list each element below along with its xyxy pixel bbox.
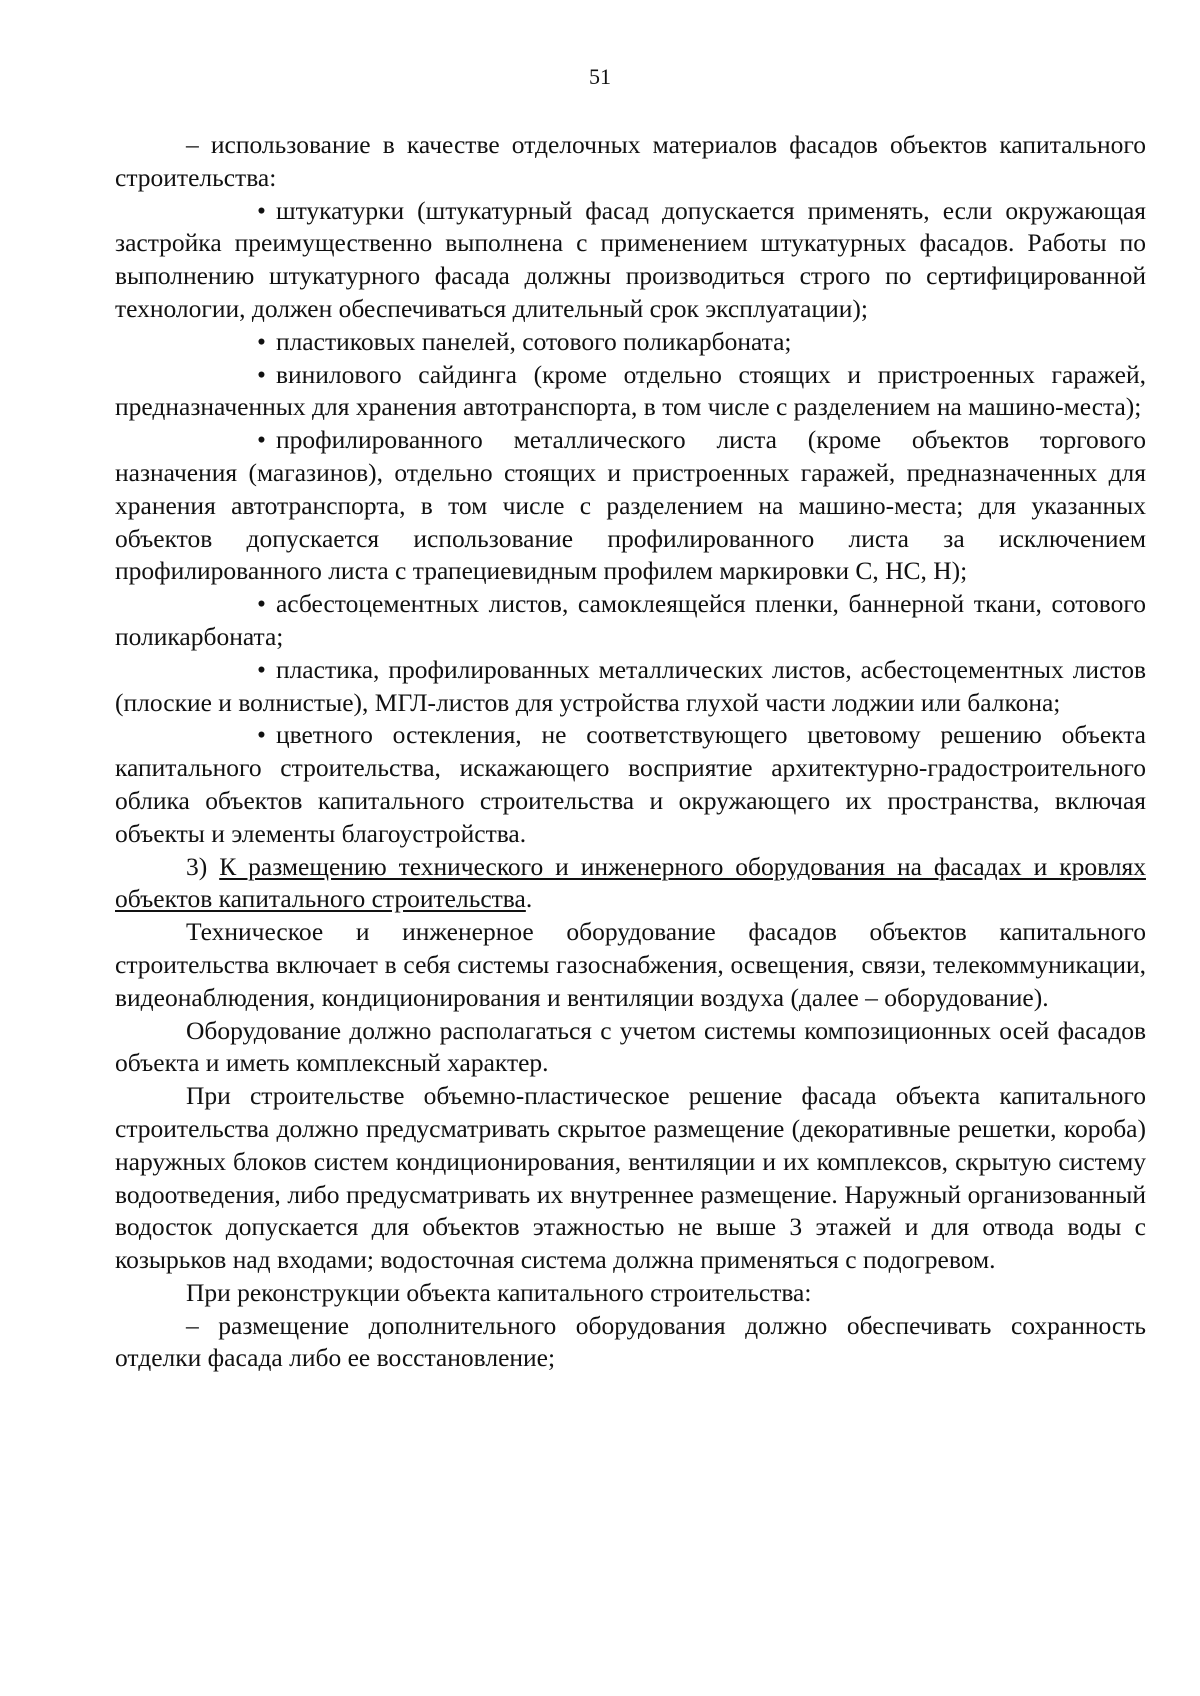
paragraph-text: Оборудование должно располагаться с учетом системы композиционных осей фасадов объекта и иметь комплексный характер. bbox=[115, 1015, 1146, 1078]
bullet-icon: • bbox=[257, 720, 266, 750]
bullet-icon: • bbox=[257, 654, 266, 684]
section-heading-equipment bbox=[115, 851, 1146, 917]
paragraph-reconstruction-intro bbox=[115, 1277, 1146, 1310]
section-title-period: . bbox=[525, 884, 533, 914]
bullet-icon: • bbox=[257, 326, 266, 356]
paragraph-text: – размещение дополнительного оборудования должно обеспечивать сохранность отделки фасада либо ее восстановление; bbox=[115, 1310, 1146, 1373]
paragraph-text: Техническое и инженерное оборудование фасадов объектов капитального строительства включает в себя системы газоснабжения, освещения, связи, телекоммуникации, видеонаблюдения, кондиционирования и вентиляции воздуха (далее – оборудование). bbox=[115, 917, 1146, 1012]
bullet-icon: • bbox=[257, 195, 266, 225]
paragraph-text: При строительстве объемно-пластическое решение фасада объекта капитального строительства должно предусматривать скрытое размещение (декоративные решетки, короба) наружных блоков систем кондиционирования, вентиляции и их комплексов, скрытую систему водоотведения, либо предусматривать их внутреннее размещение. Наружный организованный водосток допускается для объектов этажностью не выше 3 этажей и для отвода воды с козырьков над входами; водосточная система должна применяться с подогревом. bbox=[115, 1081, 1146, 1275]
bullet-icon: • bbox=[257, 425, 266, 455]
bullet-item-colored-glazing bbox=[115, 719, 1146, 850]
bullet-text: пластика, профилированных металлических листов, асбестоцементных листов (плоские и волнистые), МГЛ-листов для устройства глухой части лоджии или балкона; bbox=[115, 654, 1146, 717]
paragraph-equipment-definition bbox=[115, 916, 1146, 1014]
paragraph-equipment-placement bbox=[115, 1015, 1146, 1081]
bullet-text: асбестоцементных листов, самоклеящейся пленки, баннерной ткани, сотового поликарбоната; bbox=[115, 589, 1146, 651]
bullet-text: винилового сайдинга (кроме отдельно стоящих и пристроенных гаражей, предназначенных для хранения автотранспорта, в том числе с разделением на машино-места); bbox=[115, 359, 1146, 422]
bullet-item-plastic-panels bbox=[115, 326, 1146, 359]
bullet-item-asbestos-sheets bbox=[115, 588, 1146, 654]
bullet-icon: • bbox=[257, 359, 266, 389]
paragraph-construction-rules bbox=[115, 1080, 1146, 1277]
paragraph-text: – использование в качестве отделочных материалов фасадов объектов капитального строительства: bbox=[115, 130, 1146, 192]
bullet-item-plaster bbox=[115, 195, 1146, 326]
bullet-item-loggia-materials bbox=[115, 654, 1146, 720]
bullet-item-vinyl-siding bbox=[115, 359, 1146, 425]
paragraph-text: При реконструкции объекта капитального строительства: bbox=[186, 1277, 812, 1307]
bullet-text: штукатурки (штукатурный фасад допускается применять, если окружающая застройка преимущественно выполнена с применением штукатурных фасадов. Работы по выполнению штукатурного фасада должны производиться строго по сертифицированной технологии, должен обеспечиваться длительный срок эксплуатации); bbox=[115, 195, 1146, 323]
page-number: 51 bbox=[589, 64, 611, 89]
bullet-text: профилированного металлического листа (кроме объектов торгового назначения (магазинов), отдельно стоящих и пристроенных гаражей, предназначенных для хранения автотранспорта, в том числе с разделением на машино-места; для указанных объектов допускается использование профилированного листа за исключением профилированного листа с трапециевидным профилем маркировки С, НС, Н); bbox=[115, 425, 1146, 586]
paragraph-dash-additional-equipment bbox=[115, 1310, 1146, 1376]
document-body bbox=[115, 129, 1146, 1375]
section-number: 3) bbox=[186, 851, 208, 881]
section-title: К размещению технического и инженерного оборудования на фасадах и кровлях объектов капитального строительства bbox=[115, 851, 1146, 914]
bullet-text: пластиковых панелей, сотового поликарбоната; bbox=[275, 326, 792, 356]
paragraph-dash-finishing-materials bbox=[115, 129, 1146, 195]
bullet-item-profiled-sheet bbox=[115, 424, 1146, 588]
bullet-text: цветного остекления, не соответствующего цветовому решению объекта капитального строительства, искажающего восприятие архитектурно-градостроительного облика объектов капитального строительства и окружающего их пространства, включая объекты и элементы благоустройства. bbox=[115, 720, 1146, 848]
bullet-icon: • bbox=[257, 589, 266, 619]
